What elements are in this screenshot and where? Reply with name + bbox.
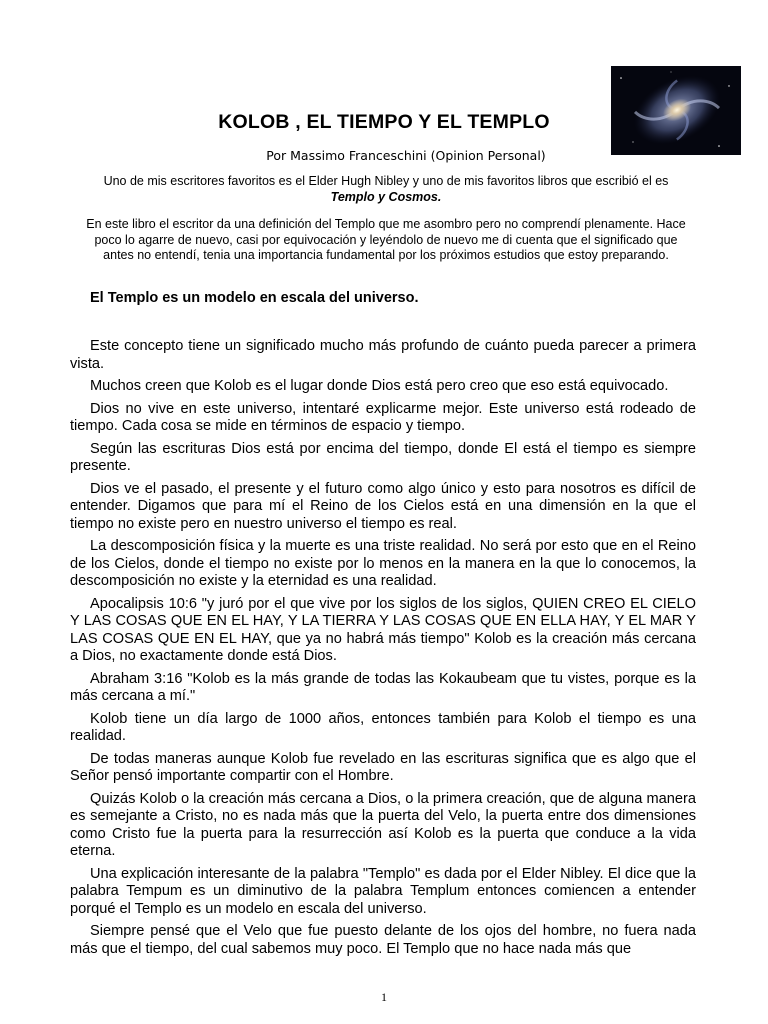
paragraph: De todas maneras aunque Kolob fue revelado en las escrituras significa que es algo que el Señor pensó importante compartir con el Hombre. [70, 750, 696, 784]
paragraph: Siempre pensé que el Velo que fue puesto delante de los ojos del hombre, no fuera nada más que el tiempo, del cual sabemos muy poco. El Templo que no hace nada más que [70, 923, 696, 957]
paragraph: Quizás Kolob o la creación más cercana a Dios, o la primera creación, que de alguna manera es semejante a Cristo, no es nada más que la puerta del Velo, la puerta entre dos dimensiones como Cristo fue la puerta para la resurrección así Kolob es la puerta que conduce a la vida eterna. [70, 790, 696, 859]
intro-paragraph-1 [86, 174, 686, 205]
paragraph: Dios ve el pasado, el presente y el futuro como algo único y esto para nosotros es difícil de entender. Digamos que para mí el Reino de los Cielos está en una dimensión en la que el tiempo no existe pero en nuestro universo el tiempo es real. [70, 480, 696, 532]
book-title: Templo y Cosmos. [330, 189, 442, 204]
paragraph: Dios no vive en este universo, intentaré explicarme mejor. Este universo está rodeado de tiempo. Cada cosa se mide en términos de espacio y tiempo. [70, 400, 696, 434]
author-line: Por Massimo Franceschini (Opinion Personal) [266, 148, 546, 163]
paragraph: Apocalipsis 10:6 "y juró por el que vive por los siglos de los siglos, QUIEN CREO EL CIELO Y LAS COSAS QUE EN EL HAY, Y LA TIERRA Y LAS COSAS QUE EN ELLA HAY, Y EL MAR Y LAS COSAS QUE EN EL HAY, que ya no habrá más tiempo" Kolob es la creación más cercana a Dios, no exactamente donde está Dios. [70, 595, 696, 664]
body-text [70, 338, 696, 963]
intro-paragraph-2: En este libro el escritor da una definición del Templo que me asombro pero no comprendí plenamente. Hace poco lo agarre de nuevo, casi por equivocación y leyéndolo de nuevo me di cuenta que el significado que antes no entendí, tenia una importancia fundamental por los próximos estudios que estoy preparando. [86, 217, 686, 262]
paragraph: Este concepto tiene un significado mucho más profundo de cuánto pueda parecer a primera vista. [70, 338, 696, 372]
paragraph: La descomposición física y la muerte es una triste realidad. No será por esto que en el Reino de los Cielos, donde el tiempo no existe por lo menos en la manera en la que lo conocemos, la descomposición no existe y la eternidad es una realidad. [70, 538, 696, 589]
intro-text: Uno de mis escritores favoritos es el Elder Hugh Nibley y uno de mis favoritos libros que escribió el es [103, 174, 669, 188]
document-title: KOLOB , EL TIEMPO Y EL TEMPLO [218, 111, 550, 133]
paragraph: Una explicación interesante de la palabra "Templo" es dada por el Elder Nibley. El dice que la palabra Tempum es un diminutivo de la palabra Templum entonces comiencen a entender porqué el Templo es un modelo en escala del universo. [70, 865, 696, 917]
paragraph: Abraham 3:16 "Kolob es la más grande de todas las Kokaubeam que tu vistes, porque es la más cercana a mí." [70, 670, 696, 704]
paragraph: Kolob tiene un día largo de 1000 años, entonces también para Kolob el tiempo es una realidad. [70, 710, 696, 744]
paragraph: Muchos creen que Kolob es el lugar donde Dios está pero creo que eso está equivocado. [90, 378, 669, 394]
page-number: 1 [381, 990, 387, 1004]
paragraph: Según las escrituras Dios está por encima del tiempo, donde El está el tiempo es siempre presente. [70, 440, 696, 474]
section-heading: El Templo es un modelo en escala del universo. [90, 290, 419, 306]
